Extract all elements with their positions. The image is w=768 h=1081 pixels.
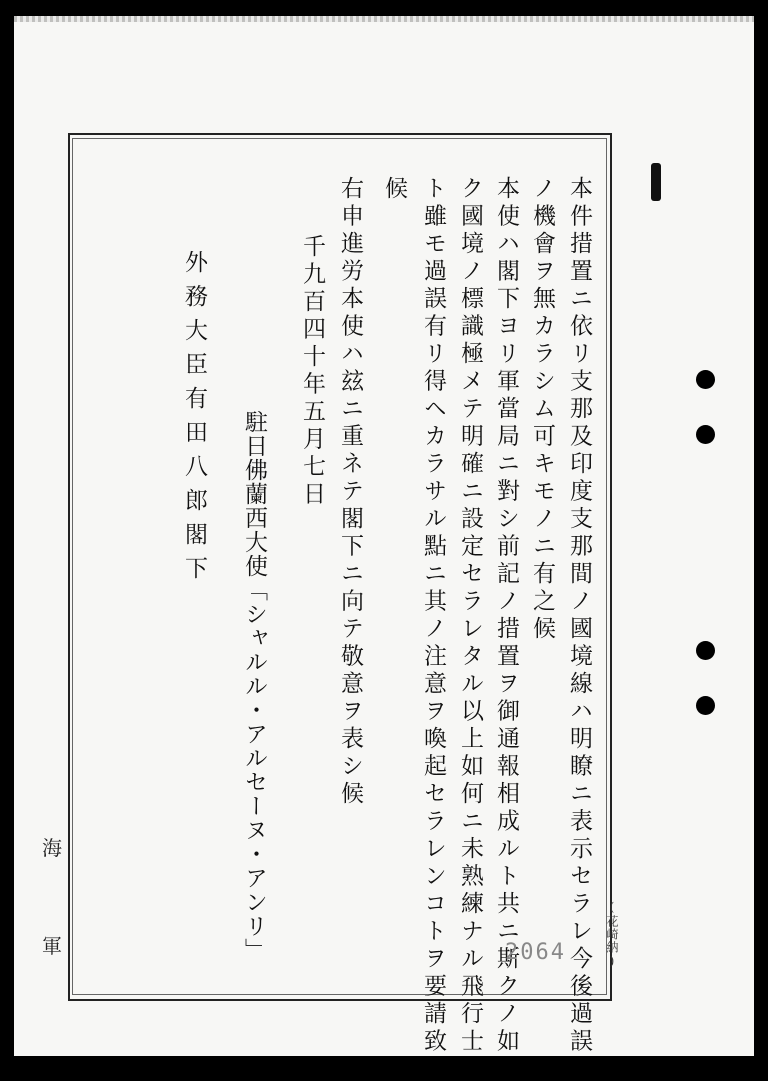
text-column-4: ク國境ノ標識極メテ明確ニ設定セラレタル以上如何ニ未熟練ナル飛行士	[457, 176, 483, 1056]
scan-edge	[14, 16, 754, 22]
text-column-3: 本使ハ閣下ヨリ軍當局ニ對シ前記ノ措置ヲ御通報相成ルト共ニ斯クノ如	[493, 176, 519, 1056]
binding-hole-icon	[696, 696, 715, 715]
margin-label-top: 海	[42, 836, 62, 860]
page-number: 2064	[505, 940, 566, 965]
margin-label-bottom: 軍	[42, 934, 62, 958]
binding-hole-icon	[696, 641, 715, 660]
text-column-6: 候	[381, 176, 407, 204]
binding-hole-icon	[696, 425, 715, 444]
bleed-through-text	[120, 500, 145, 970]
signatory-line: 駐日佛蘭西大使「シャルル・アルセーヌ・アンリ」	[241, 410, 267, 962]
text-column-5: ト雖モ過誤有リ得ヘカラサル點ニ其ノ注意ヲ喚起セラレンコトヲ要請致	[420, 176, 446, 1056]
archive-stamp: (花崎納)	[605, 900, 619, 969]
date-line: 千九百四十年五月七日	[299, 234, 325, 509]
text-column-2: ノ機會ヲ無カラシム可キモノニ有之候	[529, 176, 555, 644]
binding-hole-icon	[696, 370, 715, 389]
text-column-1: 本件措置ニ依リ支那及印度支那間ノ國境線ハ明瞭ニ表示セラレ今後過誤	[566, 176, 592, 1056]
addressee-line: 外務大臣有田八郎閣下	[181, 250, 207, 590]
text-column-7: 右申進労本使ハ玆ニ重ネテ閣下ニ向テ敬意ヲ表シ候	[337, 176, 363, 809]
staple-mark-icon	[651, 163, 661, 201]
